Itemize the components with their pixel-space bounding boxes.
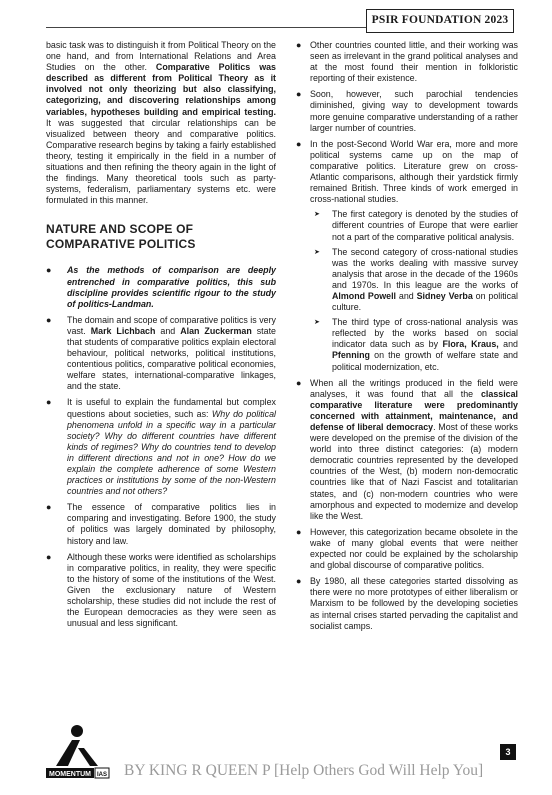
bullet-text	[67, 315, 276, 392]
bullet-item	[46, 315, 276, 393]
text-run: Almond Powell	[332, 290, 397, 301]
bullet-item	[296, 40, 518, 84]
bullet-item	[46, 502, 276, 546]
left-bullet-list	[46, 265, 276, 629]
text-run: on the growth of welfare state and political modernization, etc.	[332, 350, 518, 372]
intro-paragraph	[46, 40, 276, 206]
text-run: and	[155, 325, 181, 336]
footer-watermark: BY KING R QUEEN P [Help Others God Will Help You]	[124, 762, 484, 779]
text-run: Why do political phenomena unfold in a specific way in a particular society? Why do different countries have different kinds of regimes? Why do countries tend to develop in different directions and not in one? How do we explain the complete adherence of some Western practices or institutions by some of the non-Western countries and not others?	[67, 408, 276, 497]
right-bullet-list	[296, 40, 518, 632]
bullet-icon: ●	[46, 265, 52, 276]
text-run: It was suggested that circular relationships can be visualized between theory and comparative politics. Comparative research begins by taking a fairly established theory, testing it empirically in the field in a number of situations and then refining the theory again in the light of the findings. Many theoretical tools such as party- systems, federalism, parliamentary systems etc. were formulated in this manner.	[46, 117, 276, 206]
text-run: It is useful to explain the fundamental but complex questions about societies, such as:	[67, 397, 276, 419]
sub-text	[332, 247, 518, 312]
bullet-icon: ●	[46, 502, 52, 513]
bullet-item	[296, 378, 518, 522]
bullet-text	[67, 502, 276, 545]
text-run: The second category of cross-national studies was the works dealing with massive survey analysis that arose in the decade of the 1960s and 1970s. In this league are the works of	[332, 246, 518, 290]
text-run: Other countries counted little, and their working was seen as irrelevant in the grand political analyses and at the most found their mention in folkloristic reporting of their existence.	[310, 40, 518, 84]
bullet-text	[67, 397, 276, 496]
bullet-item	[296, 89, 518, 133]
bullet-text	[310, 139, 518, 204]
text-run: Although these works were identified as scholarships in comparative politics, in reality, they were specific to the history of some of the institutions of the West. Given the exclusionary nature of Western scholarship, these studies did not include the rest of the European democracies as they were seen as unusual and less significant.	[67, 551, 276, 629]
bullet-item	[296, 527, 518, 571]
bullet-text	[310, 527, 518, 570]
bullet-text	[67, 265, 276, 308]
text-run: Flora, Kraus,	[442, 339, 499, 350]
header-rule	[46, 27, 366, 28]
bullet-icon: ●	[46, 314, 52, 325]
text-run: The third type of cross-national analysis was reflected by the works based on social indicator data such as by	[332, 317, 518, 350]
bullet-icon: ●	[46, 397, 52, 408]
bullet-text	[310, 40, 518, 83]
bullet-item	[46, 397, 276, 497]
text-run: Alan Zuckerman	[180, 325, 252, 336]
text-run: and	[498, 339, 518, 350]
text-run: When all the writings produced in the field were analyses, it was found that all the	[310, 377, 518, 399]
bullet-icon: ●	[296, 89, 302, 100]
bullet-text	[67, 552, 276, 629]
text-run: classical comparative literature were predominantly concerned with attainment, maintenance, and defense of liberal democracy	[310, 388, 518, 432]
bullet-icon: ●	[296, 377, 302, 388]
arrow-icon: ➤	[314, 211, 320, 219]
left-column	[46, 40, 276, 634]
sub-item	[310, 247, 518, 314]
right-column	[296, 40, 518, 637]
sub-text	[332, 209, 518, 241]
bullet-icon: ●	[296, 526, 302, 537]
section-heading: NATURE AND SCOPE OF COMPARATIVE POLITICS	[46, 222, 196, 251]
bullet-item	[46, 265, 276, 309]
text-run: Comparative Politics was described as different from Political Theory as it involved not only theorizing but also classifying, categorizing, and discovering relationships among variables, hypotheses building and empirical testing.	[46, 62, 276, 117]
text-run: Sidney Verba	[416, 290, 473, 301]
sub-item	[310, 209, 518, 242]
text-run: In the post-Second World War era, more and more political systems came up on the map of comparative politics. Literature grew on cross-Atlantic comparisons, although their yardstick firmly remained British. Three kinds of work emerged in cross-national studies.	[310, 138, 518, 205]
text-run: Soon, however, such parochial tendencies diminished, giving way to development towards more genuine comparative understanding of a rather larger number of countries.	[310, 89, 518, 133]
text-run: As the methods of comparison are deeply entrenched in comparative politics, this sub discipline provides scientific rigour to the study of politics-Landman.	[67, 265, 276, 309]
bullet-icon: ●	[296, 40, 302, 50]
text-run: on political culture.	[332, 290, 518, 313]
page-number: 3	[500, 744, 516, 760]
text-run: and	[396, 290, 417, 301]
arrow-icon: ➤	[314, 248, 320, 256]
bullet-item	[46, 552, 276, 630]
logo-tag: IAS	[96, 772, 108, 778]
sub-text	[332, 317, 518, 371]
text-run: The first category is denoted by the studies of different countries of Europe that were earlier not a part of the comparative political analysis.	[332, 209, 518, 242]
text-run: By 1980, all these categories started dissolving as there were no more prototypes of either liberalism or Marxism to be followed by the developing societies as internal crises started pervading the capitalist and socialist camps.	[310, 576, 518, 631]
text-run: The essence of comparative politics lies in comparing and investigating. Before 1900, the study of politics was largely dominated by philosophy, history and law.	[67, 502, 276, 546]
bullet-text	[310, 576, 518, 630]
text-run: The domain and scope of comparative politics is very vast.	[67, 314, 276, 336]
text-run: state that students of comparative politics explain electoral behaviour, political networks, political institutions, contentious politics, comparative political economies, welfare states, international-comparative linkages, and the state.	[67, 325, 276, 392]
text-run: Pfenning	[332, 350, 370, 361]
bullet-item	[296, 576, 518, 631]
text-run: . Most of these works were developed on the premise of the division of the world into three distinct categories: (a) modern democratic countries represented by the developed countries of the West, (b) modern non-democratic countries like that of Nazi Fascist and totalitarian states, and (c) non-modern countries who were amorphous and expected to modernize and develop like the West.	[310, 422, 518, 521]
sub-list	[310, 209, 518, 372]
bullet-icon: ●	[296, 576, 302, 587]
bullet-item	[296, 139, 518, 373]
bullet-icon: ●	[46, 551, 52, 562]
momentum-logo	[44, 724, 110, 782]
header-title: PSIR FOUNDATION 2023	[366, 9, 514, 33]
arrow-icon: ➤	[314, 319, 320, 327]
text-run: Mark Lichbach	[90, 325, 156, 336]
sub-item	[310, 317, 518, 372]
bullet-text	[310, 89, 518, 132]
logo-text: MOMENTUM	[49, 771, 91, 778]
bullet-icon: ●	[296, 138, 302, 149]
text-run: However, this categorization became obsolete in the wake of many global events that were neither expected nor could be explained by the scholarship and global discourse of comparative politics.	[310, 526, 518, 571]
bullet-text	[310, 378, 518, 521]
text-run: basic task was to distinguish it from Political Theory on the one hand, and from International Relations and Area Studies on the other.	[46, 40, 276, 73]
